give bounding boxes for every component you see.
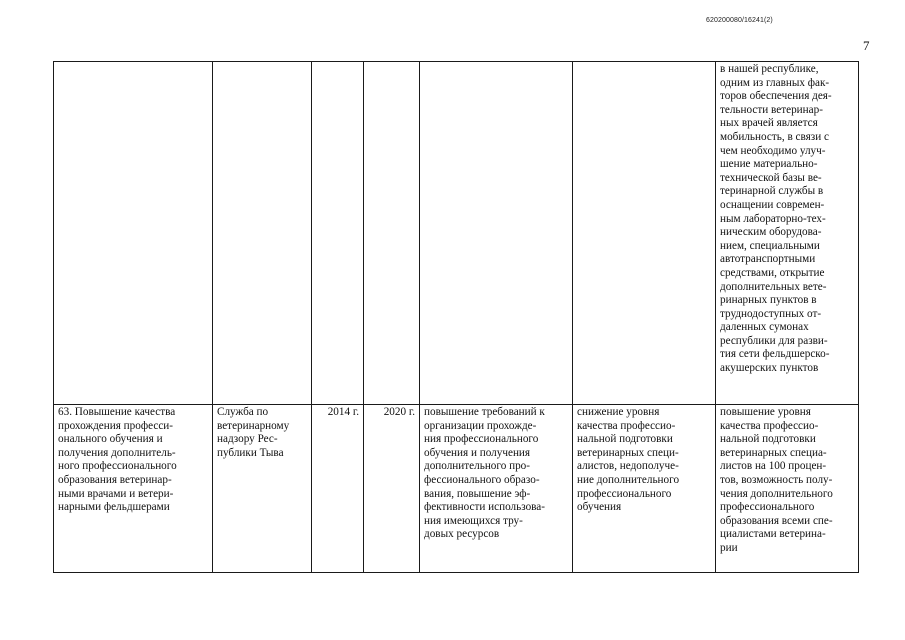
measure-cell	[54, 405, 213, 573]
end-year-cell: 2020 г.	[364, 405, 420, 573]
text-line: снижение уровня	[577, 406, 660, 418]
consequences-cell	[573, 405, 716, 573]
text-line: образования ветеринар-	[58, 473, 172, 486]
text-line: нальной подготовки	[720, 433, 816, 446]
text-line: дополнительных вете-	[720, 280, 827, 293]
text-line: качества профессио-	[720, 419, 819, 432]
text-line: обучения и получения	[424, 446, 531, 459]
executor-cell	[213, 405, 312, 573]
document-code: 620200080/16241(2)	[706, 17, 773, 24]
justification-text-63	[720, 406, 854, 556]
text-line: ными врачами и ветери-	[58, 487, 174, 500]
text-line: повышение требований к	[424, 406, 545, 418]
text-line: организации прохожде-	[424, 419, 537, 432]
text-line: тов, возможность полу-	[720, 473, 833, 486]
expected-result-cell	[420, 405, 573, 573]
text-line: рии	[720, 541, 738, 554]
text-line: повышение уровня	[720, 406, 811, 418]
consequences-cell-empty	[573, 62, 716, 405]
text-line: одним из главных фак-	[720, 76, 830, 89]
text-line: средствами, открытие	[720, 266, 825, 279]
text-line: даленных сумонах	[720, 321, 809, 334]
text-line: профессионального	[720, 501, 815, 514]
text-line: прохождения професси-	[58, 419, 173, 432]
text-line: оснащении современ-	[720, 198, 825, 211]
text-line: нарными фельдшерами	[58, 501, 170, 514]
text-line: ветеринарных специа-	[720, 446, 827, 459]
text-line: листов на 100 процен-	[720, 460, 827, 473]
text-line: публики Тыва	[217, 446, 284, 459]
start-cell-empty	[312, 62, 364, 405]
text-line: онального обучения и	[58, 433, 163, 446]
text-line: профессионального	[577, 487, 672, 500]
continuation-row	[54, 62, 859, 405]
text-line: фективности использова-	[424, 501, 546, 514]
text-line: Служба по	[217, 406, 269, 418]
measure-text	[58, 406, 208, 515]
text-line: чения дополнительного	[720, 487, 833, 500]
text-line: ния профессионального	[424, 433, 539, 446]
text-line: получения дополнитель-	[58, 446, 176, 459]
text-line: дополнительного про-	[424, 460, 530, 473]
text-line: ных врачей является	[720, 117, 818, 130]
text-line: ветеринарному	[217, 419, 290, 432]
text-line: теринарной службы в	[720, 185, 824, 198]
text-line: вания, повышение эф-	[424, 487, 531, 500]
text-line: республики для разви-	[720, 334, 828, 347]
end-cell-empty	[364, 62, 420, 405]
text-line: ние дополнительного	[577, 473, 680, 486]
start-year-cell: 2014 г.	[312, 405, 364, 573]
text-line: довых ресурсов	[424, 528, 500, 541]
text-line: ным лабораторно-тех-	[720, 212, 826, 225]
text-line: шение материально-	[720, 158, 818, 171]
text-line: тельности ветеринар-	[720, 103, 823, 116]
text-line: чем необходимо улуч-	[720, 144, 826, 157]
justification-cell-63	[716, 405, 859, 573]
measures-table	[53, 61, 859, 573]
text-line: ного профессионального	[58, 460, 177, 473]
text-line: образования всеми спе-	[720, 514, 833, 527]
text-line: ния имеющихся тру-	[424, 514, 523, 527]
page-number: 7	[863, 38, 870, 53]
text-line: труднодоступных от-	[720, 307, 822, 320]
text-line: нальной подготовки	[577, 433, 673, 446]
text-line: ветеринарных специ-	[577, 446, 679, 459]
text-line: обучения	[577, 501, 622, 514]
text-line: ническим оборудова-	[720, 226, 822, 239]
text-line: мобильность, в связи с	[720, 130, 829, 143]
text-line: ринарных пунктов в	[720, 294, 817, 307]
table-row-63	[54, 405, 859, 573]
expected-result-text	[424, 406, 568, 542]
expected-result-cell-empty	[420, 62, 573, 405]
executor-cell-empty	[213, 62, 312, 405]
text-line: тия сети фельдшерско-	[720, 348, 830, 361]
text-line: акушерских пунктов	[720, 362, 819, 375]
executor-text	[217, 406, 307, 460]
text-line: 63. Повышение качества	[58, 406, 176, 418]
consequences-text	[577, 406, 711, 515]
measure-cell-empty	[54, 62, 213, 405]
text-line: алистов, недополуче-	[577, 460, 679, 473]
text-line: надзору Рес-	[217, 433, 278, 446]
justification-cell	[716, 62, 859, 405]
text-line: фессионального образо-	[424, 473, 540, 486]
text-line: технической базы ве-	[720, 171, 822, 184]
text-line: нием, специальными	[720, 239, 820, 252]
text-line: торов обеспечения дея-	[720, 90, 832, 103]
justification-text	[720, 63, 854, 376]
text-line: в нашей республике,	[720, 63, 819, 75]
text-line: качества профессио-	[577, 419, 676, 432]
text-line: автотранспортными	[720, 253, 816, 266]
text-line: циалистами ветерина-	[720, 528, 826, 541]
